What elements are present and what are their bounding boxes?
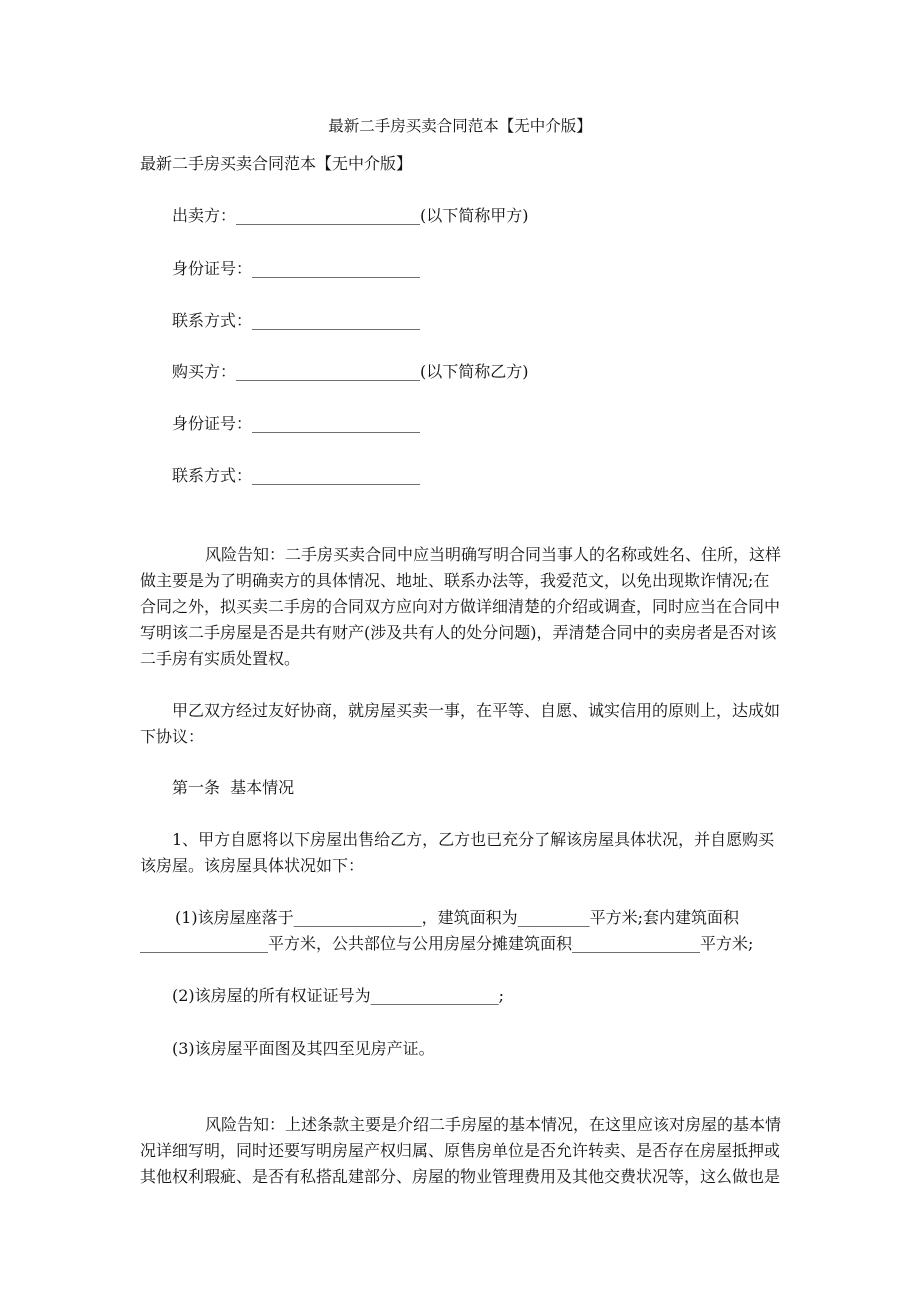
risk-notice-2-line-1: 风险告知：上述条款主要是介绍二手房屋的基本情况，在这里应该对房屋的基本情 (205, 1115, 782, 1134)
article-1-sub-2: (2)该房屋的所有权证证号为________________; (172, 986, 505, 1005)
seller-id-field: 身份证号：_____________________ (172, 259, 421, 278)
agreement-line-1: 甲乙双方经过友好协商，就房屋买卖一事，在平等、自愿、诚实信用的原则上，达成如 (172, 701, 781, 720)
seller-field: 出卖方：_______________________(以下简称甲方) (172, 206, 529, 225)
document-subtitle: 最新二手房买卖合同范本【无中介版】 (140, 154, 413, 173)
buyer-id-field: 身份证号：_____________________ (172, 414, 421, 433)
seller-contact-field: 联系方式：_____________________ (172, 311, 421, 330)
article-1-sub-3: (3)该房屋平面图及其四至见房产证。 (172, 1039, 435, 1058)
risk-notice-1-line-1: 风险告知：二手房买卖合同中应当明确写明合同当事人的名称或姓名、住所，这样 (205, 545, 782, 564)
document-title: 最新二手房买卖合同范本【无中介版】 (328, 117, 592, 135)
article-1-sub-1-line-2: ________________平方米，公共部位与公用房屋分摊建筑面积________________平方米; (140, 934, 754, 953)
article-1-heading: 第一条 基本情况 (172, 778, 295, 797)
article-1-item-1-line-1: 1、甲方自愿将以下房屋出售给乙方，乙方也已充分了解该房屋具体状况，并自愿购买 (172, 830, 775, 849)
article-1-sub-1-line-1: (1)该房屋座落于________________，建筑面积为_________平方米;套内建筑面积 (175, 908, 740, 927)
risk-notice-1-line-2: 做主要是为了明确卖方的具体情况、地址、联系办法等，我爱范文，以免出现欺诈情况;在 (140, 571, 770, 590)
risk-notice-1-line-4: 写明该二手房屋是否是共有财产(涉及共有人的处分问题)，弄清楚合同中的卖房者是否对该 (140, 623, 777, 642)
buyer-field: 购买方：_______________________(以下简称乙方) (172, 362, 529, 381)
risk-notice-1-line-3: 合同之外，拟买卖二手房的合同双方应向对方做详细清楚的介绍或调查，同时应当在合同中 (140, 597, 781, 616)
article-1-item-1-line-2: 该房屋。该房屋具体状况如下： (140, 856, 365, 875)
risk-notice-2-line-3: 其他权利瑕疵、是否有私搭乱建部分、房屋的物业管理费用及其他交费状况等，这么做也是 (140, 1167, 781, 1186)
agreement-line-2: 下协议： (140, 727, 205, 746)
buyer-contact-field: 联系方式：_____________________ (172, 466, 421, 485)
risk-notice-1-line-5: 二手房有实质处置权。 (140, 649, 301, 668)
risk-notice-2-line-2: 况详细写明，同时还要写明房屋产权归属、原售房单位是否允许转卖、是否存在房屋抵押或 (140, 1141, 781, 1160)
